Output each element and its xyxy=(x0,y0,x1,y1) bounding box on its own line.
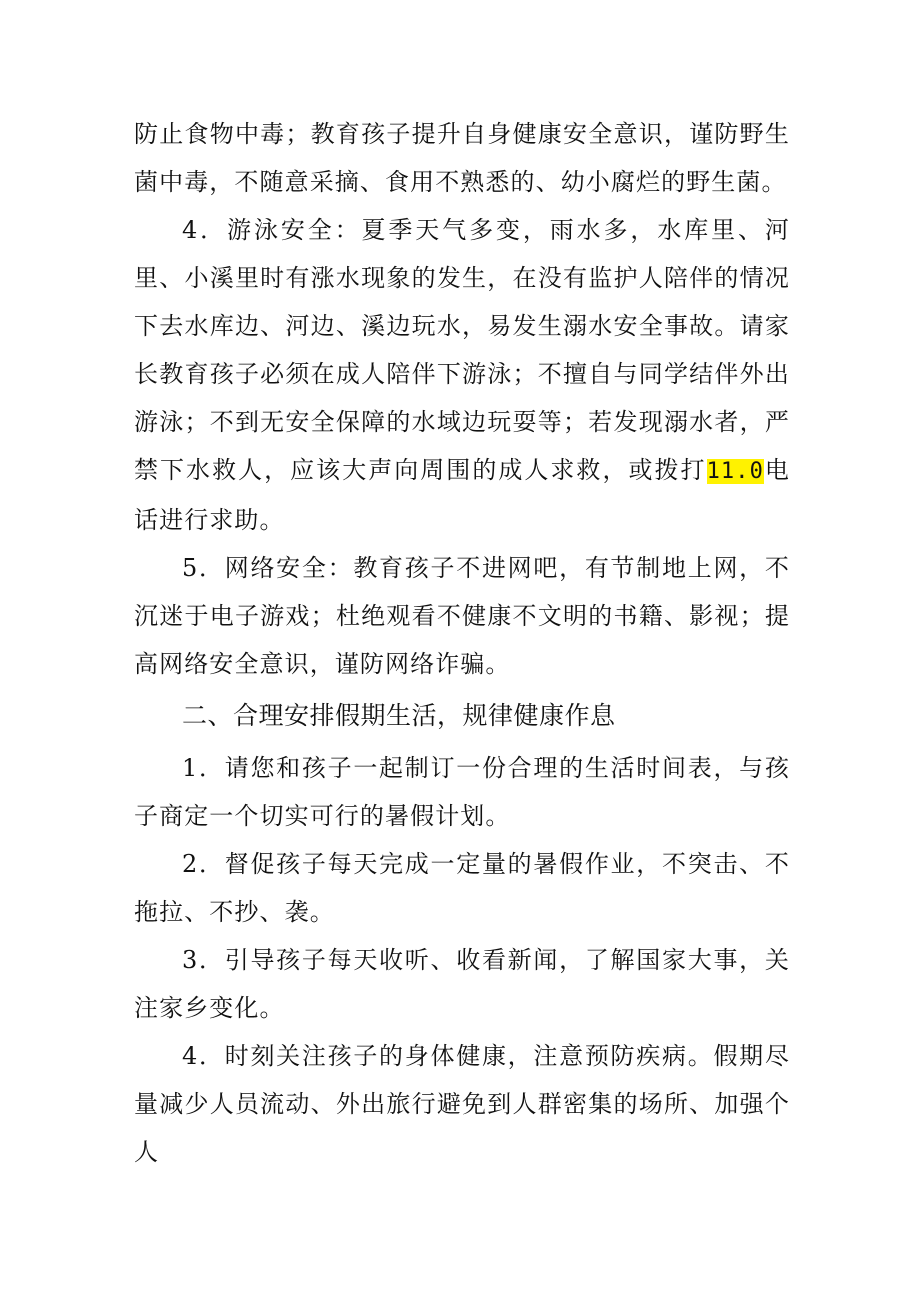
paragraph-schedule: 1．请您和孩子一起制订一份合理的生活时间表，与孩子商定一个切实可行的暑假计划。 xyxy=(134,754,790,830)
document-body xyxy=(134,110,790,1176)
paragraph-health: 4．时刻关注孩子的身体健康，注意预防疾病。假期尽量减少人员流动、外出旅行避免到人群密集的场所、加强个人 xyxy=(134,1042,790,1166)
paragraph-news: 3．引导孩子每天收听、收看新闻，了解国家大事，关注家乡变化。 xyxy=(134,946,790,1022)
emergency-number-rest: 1.0 xyxy=(720,459,764,484)
paragraph-mushroom-safety: 防止食物中毒；教育孩子提升自身健康安全意识，谨防野生菌中毒，不随意采摘、食用不熟悉的、幼小腐烂的野生菌。 xyxy=(134,120,790,196)
emergency-number-highlight: 1 xyxy=(706,459,721,484)
swimming-safety-text: 4．游泳安全：夏季天气多变，雨水多，水库里、河里、小溪里时有涨水现象的发生，在没有监护人陪伴的情况下去水库边、河边、溪边玩水，易发生溺水安全事故。请家长教育孩子必须在成人陪伴下游泳；不擅自与同学结伴外出游泳；不到无安全保障的水域边玩耍等；若发现溺水者，严禁下水救人，应该大声向周围的成人求救，或拨打 xyxy=(134,216,790,484)
paragraph-network-safety: 5．网络安全：教育孩子不进网吧，有节制地上网，不沉迷于电子游戏；杜绝观看不健康不文明的书籍、影视；提高网络安全意识，谨防网络诈骗。 xyxy=(134,554,790,678)
emergency-number-highlight-wrapper xyxy=(707,459,764,484)
swimming-safety-tail: 电话进行求助。 xyxy=(134,456,790,534)
paragraph-swimming-safety xyxy=(134,206,790,544)
paragraph-homework: 2．督促孩子每天完成一定量的暑假作业，不突击、不拖拉、不抄、袭。 xyxy=(134,850,790,926)
section-heading-holiday-life: 二、合理安排假期生活，规律健康作息 xyxy=(182,701,616,730)
